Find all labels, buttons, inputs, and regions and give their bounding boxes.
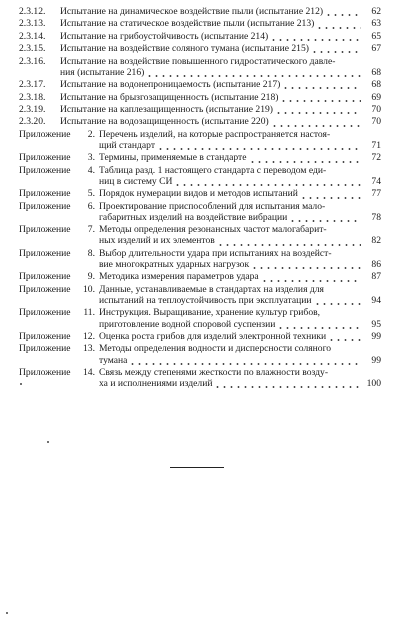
entry-label: 2.3.20. — [19, 116, 46, 128]
entry-label: 2.3.19. — [19, 103, 46, 115]
toc-appendix-entry — [19, 284, 381, 306]
entry-label: Приложение — [19, 200, 71, 212]
page-number: 94 — [371, 295, 381, 307]
toc-section-entry — [19, 116, 381, 127]
entry-title-line: Проектирование приспособлений для испытания мало- — [99, 200, 326, 212]
page-number: 74 — [371, 175, 381, 187]
appendix-number: 7. — [87, 224, 95, 236]
page-number: 69 — [371, 91, 381, 103]
entry-title-line: Инструкция. Выращивание, хранение культур грибов, — [99, 307, 321, 319]
entry-title-line: Испытание на статическое воздействие пыли (испытание 213) — [60, 18, 315, 30]
entry-label: Приложение — [19, 164, 71, 176]
entry-label: Приложение — [19, 367, 71, 379]
entry-label: 2.3.17. — [19, 79, 46, 91]
appendix-number: 12. — [83, 331, 95, 343]
entry-label: Приложение — [19, 224, 71, 236]
dot-leader — [146, 67, 361, 78]
entry-title-line: Методы определения водности и дисперсности соляного — [99, 343, 332, 355]
appendix-number: 11. — [83, 307, 95, 319]
entry-label: Приложение — [19, 307, 71, 319]
entry-title-line: Испытание на динамическое воздействие пыли (испытание 212) — [60, 6, 324, 17]
dot-leader — [311, 43, 361, 54]
appendix-number: 14. — [83, 367, 95, 379]
entry-title-line: Перечень изделий, на которые распространяется настоя- — [99, 128, 331, 140]
entry-title-line: Испытание на брызгозащищенность (испытание 218) — [60, 91, 279, 103]
toc-section-entry — [19, 104, 381, 115]
entry-label: 2.3.16. — [19, 55, 46, 67]
page-number: 82 — [371, 235, 381, 247]
dot-leader — [251, 259, 361, 270]
entry-label: Приложение — [19, 283, 71, 295]
entry-title-line: испытаний на теплоустойчивость при эксплуатации — [99, 295, 312, 307]
appendix-number: 8. — [87, 247, 95, 259]
toc-section-entry — [19, 79, 381, 90]
entry-title-line: приготовление водной споровой суспензии — [99, 318, 276, 330]
dot-leader — [249, 153, 361, 164]
entry-title-line: Испытание на грибоустойчивость (испытание 214) — [60, 30, 269, 42]
page-number: 78 — [371, 211, 381, 223]
entry-label: 2.3.14. — [19, 30, 46, 42]
dot-leader — [275, 104, 361, 115]
appendix-number: 10. — [83, 283, 95, 295]
appendix-number: 13. — [83, 343, 95, 355]
page-number: 99 — [371, 331, 381, 343]
page-number: 65 — [371, 30, 381, 42]
entry-title-line: ха и исполнениями изделий — [99, 378, 213, 390]
entry-title-line: Испытание на водонепроницаемость (испытание 217) — [60, 79, 281, 91]
page-number: 99 — [371, 354, 381, 366]
appendix-number: 2. — [87, 128, 95, 140]
toc-section-entry — [19, 56, 381, 78]
dot-leader — [282, 79, 361, 90]
toc-appendix-entry — [19, 331, 381, 342]
page-number: 87 — [371, 271, 381, 283]
entry-label: Приложение — [19, 128, 71, 140]
entry-title-line: Термины, применяемые в стандарте — [99, 152, 247, 164]
dot-leader — [289, 212, 361, 223]
entry-title-line: Связь между степенями жесткости по влажности возду- — [99, 367, 329, 379]
dot-leader — [300, 189, 361, 200]
entry-title-line: тумана — [99, 354, 128, 366]
toc-section-entry — [19, 6, 381, 17]
dot-leader — [314, 295, 361, 306]
toc-appendix-entry — [19, 367, 381, 389]
toc-section-entry — [19, 92, 381, 103]
entry-label: Приложение — [19, 247, 71, 259]
entry-title-line: Данные, устанавливаемые в стандартах на изделия для — [99, 283, 324, 295]
entry-title-line: габаритных изделий на воздействие вибрации — [99, 211, 288, 223]
page-number: 70 — [371, 103, 381, 115]
toc-appendix-entry — [19, 343, 381, 365]
entry-title-line: Испытание на воздействие соляного тумана (испытание 215) — [60, 43, 309, 55]
page-number: 95 — [371, 318, 381, 330]
toc-appendix-entry — [19, 201, 381, 223]
dot-leader — [217, 236, 361, 247]
dot-leader — [316, 19, 361, 30]
toc-appendix-entry — [19, 248, 381, 270]
entry-title-line: щий стандарт — [99, 139, 156, 151]
entry-title-line: ниц в систему СИ — [99, 175, 173, 187]
appendix-number: 4. — [87, 164, 95, 176]
appendix-number: 6. — [87, 200, 95, 212]
dot-leader — [325, 6, 361, 17]
entry-title-line: вие многократных ударных нагрузок — [99, 259, 250, 271]
entry-label: Приложение — [19, 331, 71, 343]
page-number: 77 — [371, 188, 381, 200]
entry-label: 2.3.13. — [19, 18, 46, 30]
toc-appendix-entry — [19, 224, 381, 246]
dot-leader — [271, 117, 361, 128]
page-number: 67 — [371, 43, 381, 55]
toc-section-entry — [19, 31, 381, 42]
page-number: 72 — [371, 152, 381, 164]
entry-title-line: Методика измерения параметров удара — [99, 271, 259, 283]
toc-section-entry — [19, 18, 381, 29]
toc-appendix-entry — [19, 165, 381, 187]
dot-leader — [270, 31, 361, 42]
page-number: 71 — [371, 139, 381, 151]
dot-leader — [280, 92, 361, 103]
toc-appendix-entry — [19, 271, 381, 282]
dot-leader — [129, 355, 361, 366]
appendix-number: 9. — [87, 271, 95, 283]
dot-leader — [214, 378, 361, 389]
entry-title-line: Методы определения резонансных частот малогабарит- — [99, 224, 327, 236]
entry-label: Приложение — [19, 152, 71, 164]
toc-appendix-entry — [19, 152, 381, 163]
page-number: 86 — [371, 259, 381, 271]
toc-section-entry — [19, 43, 381, 54]
entry-title-line: Испытание на водозащищенность (испытание 220) — [60, 116, 269, 128]
dot-leader — [261, 272, 361, 283]
toc-appendix-entry — [19, 188, 381, 199]
appendix-number: 5. — [87, 188, 95, 200]
table-of-contents — [19, 6, 381, 391]
entry-label: 2.3.18. — [19, 91, 46, 103]
dot-leader — [277, 319, 361, 330]
entry-title-line: Выбор длительности удара при испытаниях на воздейст- — [99, 247, 332, 259]
entry-label: 2.3.12. — [19, 6, 46, 17]
end-rule — [170, 467, 224, 468]
entry-label: Приложение — [19, 271, 71, 283]
entry-title-line: Испытание на воздействие повышенного гидростатического давле- — [60, 55, 336, 67]
toc-appendix-entry — [19, 129, 381, 151]
entry-title-line: ния (испытание 216) — [60, 66, 145, 78]
page-number: 70 — [371, 116, 381, 128]
page-number: 68 — [371, 66, 381, 78]
entry-title-line: Порядок нумерации видов и методов испытаний — [99, 188, 298, 200]
page-number: 63 — [371, 18, 381, 30]
entry-title-line: Таблица разд. 1 настоящего стандарта с переводом еди- — [99, 164, 327, 176]
page-number: 100 — [366, 378, 381, 390]
scan-speck — [20, 383, 22, 385]
appendix-number: 3. — [87, 152, 95, 164]
entry-title-line: Оценка роста грибов для изделий электронной техники — [99, 331, 327, 343]
entry-title-line: Испытание на каплезащищенность (испытание 219) — [60, 103, 273, 115]
dot-leader — [174, 176, 361, 187]
entry-label: 2.3.15. — [19, 43, 46, 55]
dot-leader — [157, 140, 361, 151]
page-number: 68 — [371, 79, 381, 91]
page-number: 62 — [371, 6, 381, 17]
scan-speck — [6, 612, 8, 614]
dot-leader — [328, 331, 361, 342]
scan-speck — [47, 441, 49, 443]
entry-label: Приложение — [19, 343, 71, 355]
entry-title-line: ных изделий и их элементов — [99, 235, 215, 247]
entry-label: Приложение — [19, 188, 71, 200]
toc-appendix-entry — [19, 307, 381, 329]
